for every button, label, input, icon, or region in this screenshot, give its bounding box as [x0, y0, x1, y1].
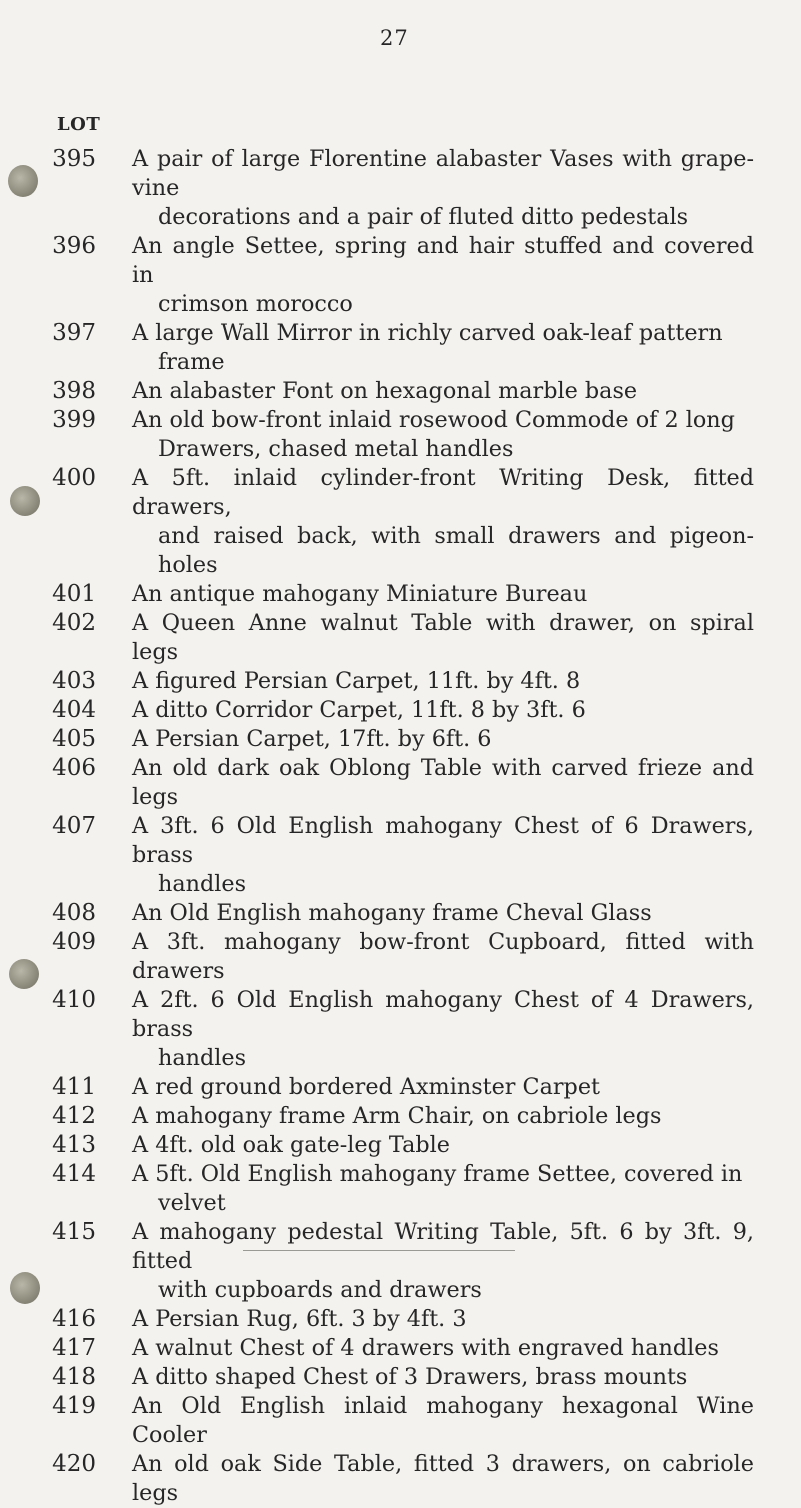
- lot-description-line: A pair of large Florentine alabaster Vases with grape-vine: [132, 146, 754, 201]
- lot-list: [0, 145, 801, 1508]
- lot-description-line: handles: [158, 1045, 247, 1071]
- lot-description-line: A Persian Rug, 6ft. 3 by 4ft. 3: [132, 1306, 467, 1332]
- lot-description: [132, 899, 754, 928]
- lot-entry: [0, 464, 801, 580]
- lot-description-line: A 5ft. inlaid cylinder-front Writing Desk, fitted drawers,: [132, 465, 754, 520]
- lot-description: [132, 609, 754, 667]
- binding-hole-stain: [8, 165, 38, 197]
- lot-number: 396: [52, 233, 96, 259]
- lot-description-line: and raised back, with small drawers and pigeon-holes: [158, 523, 754, 578]
- lot-entry: [0, 725, 801, 754]
- lot-description: [132, 812, 754, 899]
- lot-number: 404: [52, 697, 96, 723]
- lot-description-line: velvet: [158, 1190, 226, 1216]
- lot-description: [132, 696, 754, 725]
- lot-description-line: A figured Persian Carpet, 11ft. by 4ft. 8: [132, 668, 581, 694]
- lot-description: [132, 986, 754, 1073]
- lot-description: [132, 1160, 754, 1218]
- lot-description-line: A 2ft. 6 Old English mahogany Chest of 4 Drawers, brass: [132, 987, 754, 1042]
- lot-entry: [0, 406, 801, 464]
- lot-description-line: crimson morocco: [158, 291, 353, 317]
- lot-description-line: A 3ft. 6 Old English mahogany Chest of 6 Drawers, brass: [132, 813, 754, 868]
- lot-description-line: A Queen Anne walnut Table with drawer, on spiral legs: [132, 610, 754, 665]
- lot-description: [132, 232, 754, 319]
- lot-entry: [0, 928, 801, 986]
- lot-description: [132, 377, 754, 406]
- lot-description-line: A Persian Carpet, 17ft. by 6ft. 6: [132, 726, 492, 752]
- lot-entry: [0, 145, 801, 232]
- lot-entry: [0, 1073, 801, 1102]
- lot-description: [132, 145, 754, 232]
- lot-number: 413: [52, 1132, 96, 1158]
- lot-description-line: A mahogany frame Arm Chair, on cabriole legs: [132, 1103, 662, 1129]
- lot-entry: [0, 1218, 801, 1305]
- lot-number: 405: [52, 726, 96, 752]
- lot-description: [132, 667, 754, 696]
- lot-number: 401: [52, 581, 96, 607]
- lot-description-line: An antique mahogany Miniature Bureau: [132, 581, 588, 607]
- lot-description: [132, 319, 754, 377]
- lot-description: [132, 1363, 754, 1392]
- lot-entry: [0, 1450, 801, 1508]
- lot-description: [132, 464, 754, 580]
- lot-description-line: A mahogany pedestal Writing Table, 5ft. 6 by 3ft. 9, fitted: [132, 1219, 754, 1274]
- lot-entry: [0, 609, 801, 667]
- lot-description-line: An old dark oak Oblong Table with carved frieze and legs: [132, 755, 754, 810]
- lot-number: 398: [52, 378, 96, 404]
- lot-number: 420: [52, 1451, 96, 1477]
- lot-description: [132, 725, 754, 754]
- lot-entry: [0, 580, 801, 609]
- lot-number: 419: [52, 1393, 96, 1419]
- lot-description-line: decorations and a pair of fluted ditto pedestals: [158, 204, 689, 230]
- lot-entry: [0, 319, 801, 377]
- lot-entry: [0, 667, 801, 696]
- lot-description: [132, 406, 754, 464]
- lot-description: [132, 928, 754, 986]
- lot-description: [132, 1073, 754, 1102]
- lot-description-line: A large Wall Mirror in richly carved oak-leaf pattern: [132, 320, 723, 346]
- lot-description-line: An angle Settee, spring and hair stuffed and covered in: [132, 233, 754, 288]
- lot-description-line: Drawers, chased metal handles: [158, 436, 514, 462]
- lot-entry: [0, 754, 801, 812]
- lot-number: 400: [52, 465, 96, 491]
- lot-entry: [0, 696, 801, 725]
- lot-entry: [0, 986, 801, 1073]
- lot-number: 407: [52, 813, 96, 839]
- lot-description: [132, 1102, 754, 1131]
- lot-entry: [0, 812, 801, 899]
- lot-number: 417: [52, 1335, 96, 1361]
- lot-number: 409: [52, 929, 96, 955]
- lot-number: 395: [52, 146, 96, 172]
- lot-description-line: A walnut Chest of 4 drawers with engraved handles: [132, 1335, 719, 1361]
- lot-description-line: A 3ft. mahogany bow-front Cupboard, fitted with drawers: [132, 929, 754, 984]
- lot-entry: [0, 1131, 801, 1160]
- lot-number: 410: [52, 987, 96, 1013]
- lot-description: [132, 1392, 754, 1450]
- lot-description-line: A red ground bordered Axminster Carpet: [132, 1074, 600, 1100]
- lot-number: 408: [52, 900, 96, 926]
- lot-number: 412: [52, 1103, 96, 1129]
- lot-entry: [0, 377, 801, 406]
- lot-description-line: An old bow-front inlaid rosewood Commode of 2 long: [132, 407, 735, 433]
- lot-description-line: with cupboards and drawers: [158, 1277, 482, 1303]
- lot-number: 411: [52, 1074, 96, 1100]
- lot-number: 399: [52, 407, 96, 433]
- binding-hole-stain: [9, 959, 39, 989]
- lot-entry: [0, 1102, 801, 1131]
- page-number: 27: [380, 26, 409, 50]
- lot-number: 418: [52, 1364, 96, 1390]
- lot-number: 415: [52, 1219, 96, 1245]
- lot-description: [132, 1218, 754, 1305]
- lot-number: 403: [52, 668, 96, 694]
- lot-number: 414: [52, 1161, 96, 1187]
- lot-entry: [0, 232, 801, 319]
- lot-entry: [0, 1334, 801, 1363]
- lot-entry: [0, 1363, 801, 1392]
- lot-number: 402: [52, 610, 96, 636]
- lot-description-line: frame: [158, 349, 225, 375]
- lot-description-line: A ditto shaped Chest of 3 Drawers, brass mounts: [132, 1364, 688, 1390]
- lot-description-line: An alabaster Font on hexagonal marble base: [132, 378, 638, 404]
- lot-entry: [0, 1160, 801, 1218]
- lot-description-line: A 5ft. Old English mahogany frame Settee, covered in: [132, 1161, 743, 1187]
- lot-description-line: An Old English inlaid mahogany hexagonal Wine Cooler: [132, 1393, 754, 1448]
- lot-number: 406: [52, 755, 96, 781]
- lot-number: 416: [52, 1306, 96, 1332]
- lot-description: [132, 1305, 754, 1334]
- lot-entry: [0, 1392, 801, 1450]
- lot-description-line: A 4ft. old oak gate-leg Table: [132, 1132, 450, 1158]
- lot-description: [132, 580, 754, 609]
- binding-hole-stain: [10, 1272, 40, 1304]
- lot-description: [132, 1334, 754, 1363]
- lot-number: 397: [52, 320, 96, 346]
- binding-hole-stain: [10, 486, 40, 516]
- lot-column-header: LOT: [57, 114, 101, 135]
- lot-entry: [0, 1305, 801, 1334]
- end-rule: [243, 1250, 515, 1251]
- lot-description-line: An old oak Side Table, fitted 3 drawers, on cabriole legs: [132, 1451, 754, 1506]
- lot-description: [132, 754, 754, 812]
- lot-description-line: handles: [158, 871, 247, 897]
- lot-description: [132, 1450, 754, 1508]
- lot-description-line: An Old English mahogany frame Cheval Glass: [132, 900, 652, 926]
- lot-description-line: A ditto Corridor Carpet, 11ft. 8 by 3ft. 6: [132, 697, 586, 723]
- lot-description: [132, 1131, 754, 1160]
- lot-entry: [0, 899, 801, 928]
